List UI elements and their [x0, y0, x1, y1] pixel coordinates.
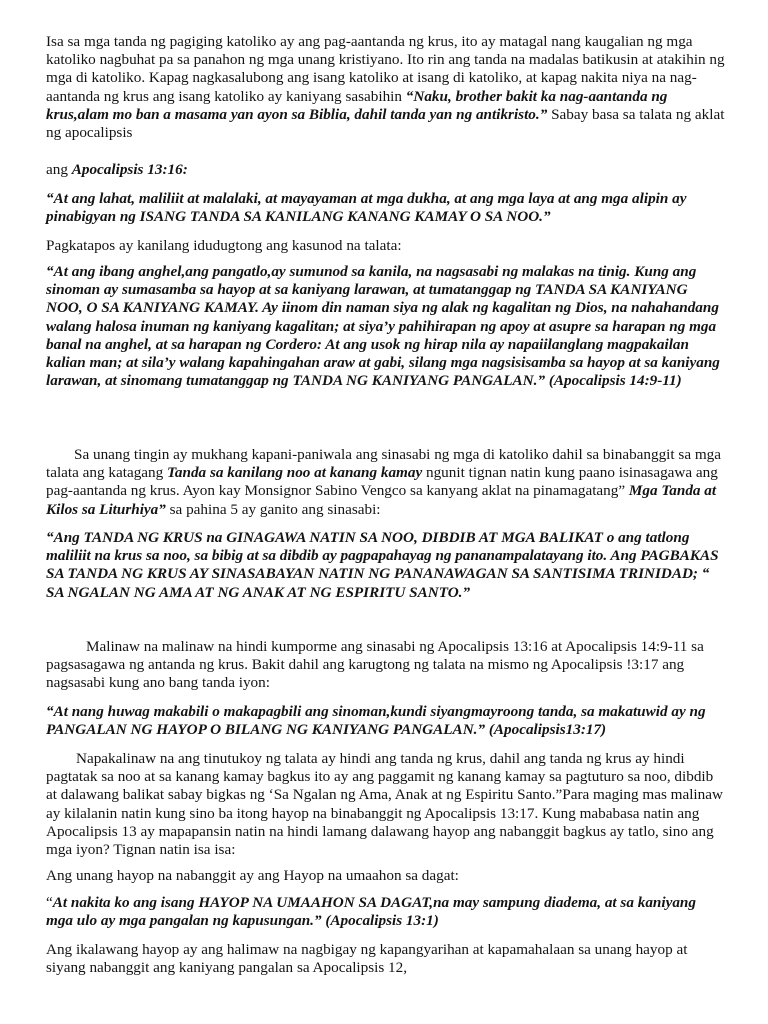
first-glance-phrase: Tanda sa kanilang noo at kanang kamay — [167, 464, 423, 482]
paragraph-continuation: Pagkatapos ay kanilang idudugtong ang kasunod na talata: — [46, 237, 402, 254]
paragraph-intro — [46, 33, 726, 142]
quote-apocalipsis-13-16: “At ang lahat, maliliit at malalaki, at mayayaman at mga dukha, at ang mga laya at ang mga alipin ay pinabigyan ng ISANG TANDA SA KANILANG KANANG KAMAY O SA NOO.” — [46, 190, 687, 226]
first-glance-text-3: sa pahina 5 ay ganito ang sinasabi: — [165, 500, 381, 518]
intro-text: Isa sa mga tanda ng pagiging katoliko ay ang pag-aantanda ng krus, ito ay matagal nang kaugalian ng mga katoliko nagbuhat pa sa panahon ng mga unang kristiyano. Ito rin ang tanda na madalas batikusin at atakihin ng mga di katoliko. Kapag nagkasalubong ang isang katoliko at isang di katoliko, at kapag nakita niya na nag-aantanda ng krus ang isang katoliko ay kaniyang sasabihin — [46, 33, 725, 105]
book-title: Mga Tanda at Kilos sa Liturhiya” — [46, 482, 717, 518]
paragraph-first-beast: Ang unang hayop na nabanggit ay ang Hayop na umaahon sa dagat: — [46, 867, 459, 884]
quote-open-mark: “ — [46, 894, 53, 911]
paragraph-explanation: Napakalinaw na ang tinutukoy ng talata ay hindi ang tanda ng krus, dahil ang tanda ng krus ay hindi pagtatak sa noo at sa kanang kamay bagkus ito ay ang paggamit ng kanang kamay sa pagtuturo sa noo, dibdib at dalawang balikat sabay bigkas ng ‘Sa Ngalan ng Ama, Anak at ng Espiritu Santo.”Para maging mas malinaw ay kilalanin natin kung sino ba itong hayop na binabanggit ng Apocalipsis 13:17. Kung mababasa natin ang Apocalipsis 13 ay mapapansin natin na hindi lamang dalawang hayop ang nabanggit bagkus ay tatlo, sino ang mga iyon? Tignan natin isa isa: — [46, 750, 723, 859]
first-glance-text-2: ngunit tignan natin kung paano isinasagawa ang pag-aantanda ng krus. Ayon kay Monsignor Sabino Vengco sa kanyang aklat na pinamagatang” — [46, 464, 718, 500]
intro-quote: “Naku, brother bakit ka nag-aantanda ng krus,alam mo ban a masama yan ayon sa Biblia, dahil tanda yan ng antikristo.” — [46, 87, 668, 123]
reference-prefix: ang — [46, 161, 72, 178]
paragraph-second-beast: Ang ikalawang hayop ay ang halimaw na nagbigay ng kapangyarihan at kapamahalaan sa unang hayop at siyang nabanggit ang kaniyang pangalan sa Apocalipsis 12, — [46, 941, 688, 977]
quote-apocalipsis-13-1-text: At nakita ko ang isang HAYOP NA UMAAHON SA DAGAT,na may sampung diadema, at sa kaniyang mga ulo ay mga pangalan ng kapusungan.” (Apocalipsis 13:1) — [46, 894, 696, 930]
quote-apocalipsis-14-9-11: “At ang ibang anghel,ang pangatlo,ay sumunod sa kanila, na nagsasabi ng malakas na tinig. Kung ang sinoman ay sumasamba sa hayop at sa kaniyang larawan, at tumatanggap ng TANDA SA KANIYANG NOO, O SA KANIYANG KAMAY. Ay iinom din naman siya ng alak ng kagalitan ng Dios, na nahahandang walang halosa inuman ng kaniyang kagalitan; at siya’y pahihirapan ng apoy at asupre sa harapan ng mga banal na anghel, at sa harapan ng Cordero: At ang usok ng hirap nila ay napaiilanglang magpakailan kalian man; at sila’y walang kapahingahan araw at gabi, silang mga nagsisisamba sa hayop at sa kaniyang larawan, at sinomang tumatanggap ng TANDA NG KANIYANG PANGALAN.” (Apocalipsis 14:9-11) — [46, 263, 720, 390]
paragraph-clearly: Malinaw na malinaw na hindi kumporme ang sinasabi ng Apocalipsis 13:16 at Apocalipsis 14:9-11 sa pagsasagawa ng antanda ng krus. Bakit dahil ang karugtong ng talata na mismo ng Apocalipsis !3:17 ang nagsasabi kung ano bang tanda iyon: — [46, 638, 704, 692]
quote-vengco: “Ang TANDA NG KRUS na GINAGAWA NATIN SA NOO, DIBDIB AT MGA BALIKAT o ang tatlong maliliit na krus sa noo, sa bibig at sa dibdib ay pagpapahayag ng pananampalatayang ito. Ang PAGBAKAS SA TANDA NG KRUS AY SINASABAYAN NATIN NG PANANAWAGAN SA SANTISIMA TRINIDAD; “ SA NGALAN NG AMA AT NG ANAK AT NG ESPIRITU SANTO.” — [46, 529, 719, 601]
reference-verse: Apocalipsis 13:16: — [71, 161, 188, 178]
paragraph-reference — [46, 161, 726, 179]
intro-text-end: Sabay basa sa talata ng aklat ng apocalipsis — [46, 105, 725, 142]
paragraph-first-glance — [46, 446, 726, 519]
first-glance-text: Sa unang tingin ay mukhang kapani-paniwala ang sinasabi ng mga di katoliko dahil sa binabanggit sa mga talata ang katagang — [46, 446, 722, 482]
quote-apocalipsis-13-1 — [46, 894, 726, 930]
quote-apocalipsis-13-17: “At nang huwag makabili o makapagbili ang sinoman,kundi siyangmayroong tanda, sa makatuwid ay ng PANGALAN NG HAYOP O BILANG NG KANIYANG PANGALAN.” (Apocalipsis13:17) — [46, 703, 706, 739]
